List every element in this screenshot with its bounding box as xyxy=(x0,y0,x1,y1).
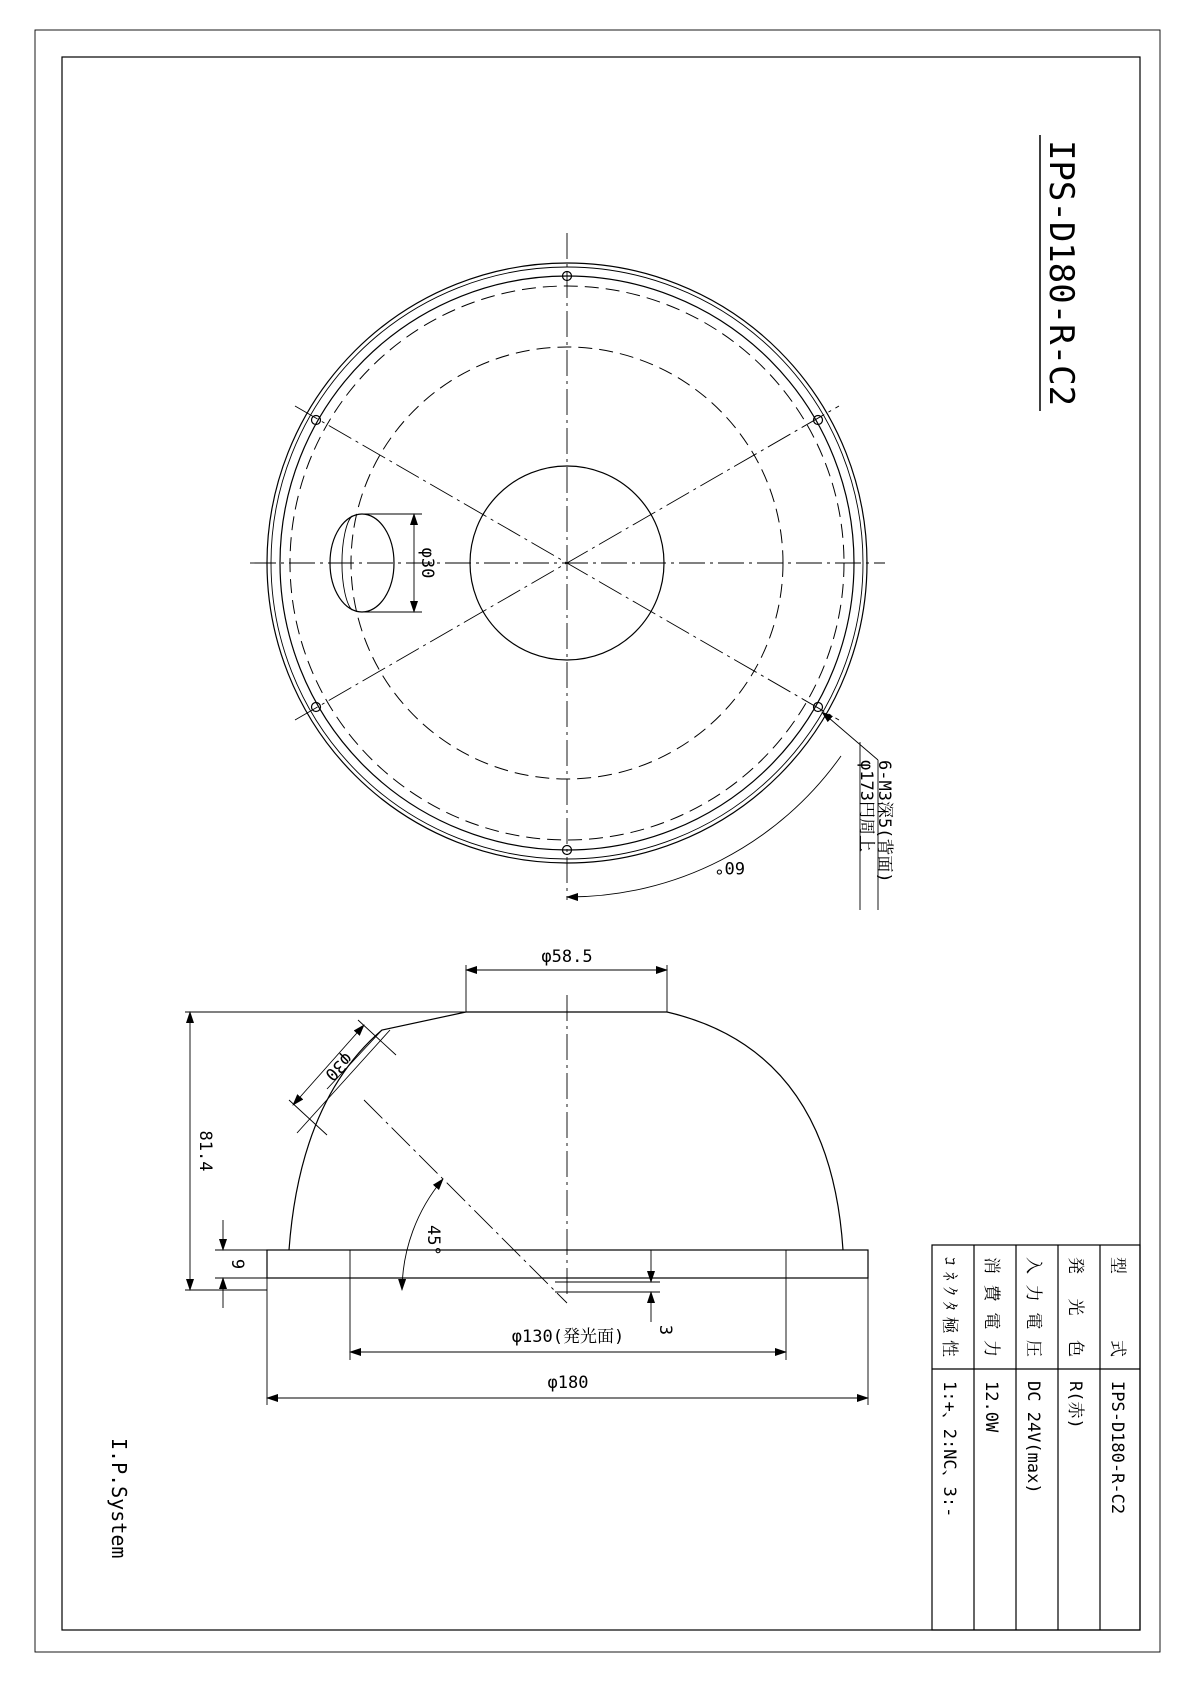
inner-border xyxy=(62,57,1140,1630)
svg-text:R(赤): R(赤) xyxy=(1065,1381,1085,1429)
mount-note-line1: 6-M3深5(背面) xyxy=(874,760,894,883)
spec-row-power xyxy=(981,1257,1001,1433)
spec-table xyxy=(932,1245,1140,1630)
side-emit-dia-label: φ130(発光面) xyxy=(511,1327,625,1347)
side-offset-label: 3 xyxy=(655,1324,675,1336)
svg-text:IPS-D180-R-C2: IPS-D180-R-C2 xyxy=(1041,139,1081,407)
top-view xyxy=(250,233,894,910)
side-angle-label: 45° xyxy=(423,1225,443,1256)
svg-text:消費電力: 消費電力 xyxy=(981,1257,1001,1357)
spec-row-polarity xyxy=(939,1257,959,1517)
side-top-dia-label: φ58.5 xyxy=(541,947,593,967)
side-height-label: 81.4 xyxy=(195,1130,215,1172)
spec-row-model xyxy=(1107,1257,1127,1514)
company-name: I.P.System xyxy=(107,1438,131,1559)
svg-text:ｺﾈｸﾀ極性: ｺﾈｸﾀ極性 xyxy=(939,1257,959,1357)
top-hole-dia-label: φ30 xyxy=(417,547,437,579)
side-flange-label: 9 xyxy=(227,1258,247,1270)
drawing-title xyxy=(1040,135,1081,411)
side-view xyxy=(185,947,868,1405)
svg-text:12.0W: 12.0W xyxy=(981,1381,1001,1433)
hole-axis xyxy=(364,1100,567,1303)
dome-outline xyxy=(289,1012,843,1250)
mount-note-line2: φ173円周上 xyxy=(856,760,876,852)
svg-text:発 光 色: 発 光 色 xyxy=(1065,1257,1085,1357)
spec-row-voltage xyxy=(1023,1257,1043,1494)
flange xyxy=(267,1250,868,1278)
side-outer-dia-label: φ180 xyxy=(547,1373,589,1393)
top-angle-label: 60° xyxy=(714,857,745,877)
side-hole-dia-label: φ30 xyxy=(320,1048,357,1085)
svg-text:入力電圧: 入力電圧 xyxy=(1023,1257,1043,1357)
svg-text:IPS-D180-R-C2: IPS-D180-R-C2 xyxy=(1107,1381,1127,1515)
spec-row-color xyxy=(1065,1257,1085,1429)
svg-text:型 式: 型 式 xyxy=(1107,1257,1127,1357)
svg-text:1:+、2:NC、3:-: 1:+、2:NC、3:- xyxy=(939,1381,959,1518)
svg-text:DC 24V(max): DC 24V(max) xyxy=(1023,1381,1043,1494)
